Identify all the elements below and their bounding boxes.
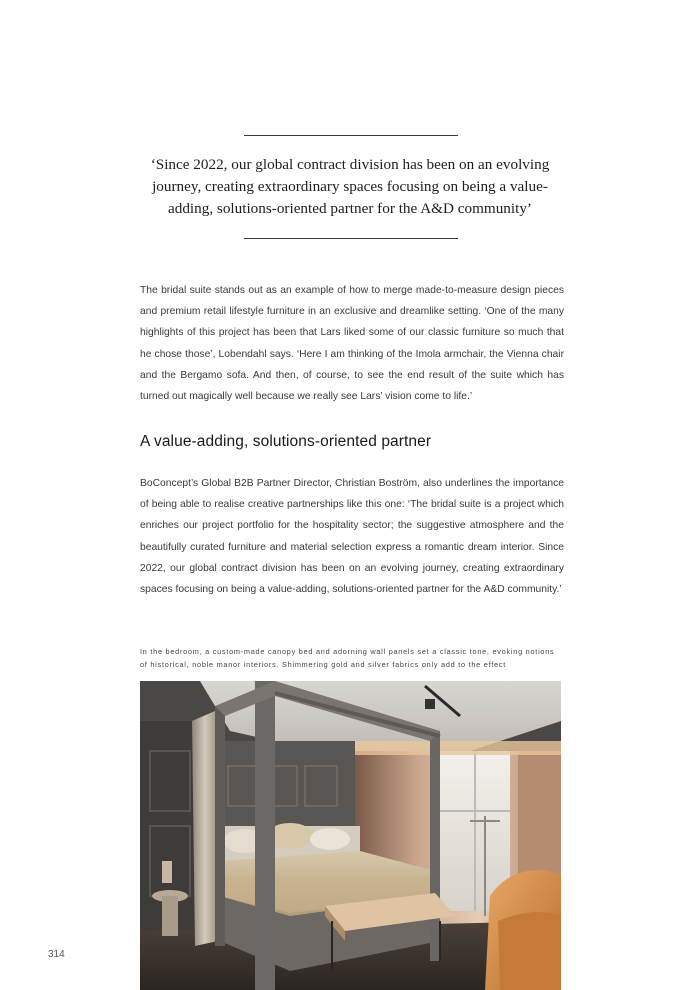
body-paragraph-1-container (140, 280, 564, 407)
pull-quote-line-2: journey, creating extraordinary spaces focusing on being a value- (152, 178, 548, 195)
body-paragraph-2: BoConcept’s Global B2B Partner Director, Christian Boström, also underlines the importance of being able to realise creative partnerships like this one: ‘The bridal suite is a project which enriches our project portfolio for the hospitality sector; the suggestive atmosphere and the beautifully curated furniture and material selection express a romantic dream interior. Since 2022, our global contract division has been on an evolving journey, creating extraordinary spaces focusing on being a value-adding, solutions-oriented partner for the A&D community.’ (140, 478, 564, 596)
photo-caption-line-2: of historical, noble manor interiors. Shimmering gold and silver fabrics only add to the effect (140, 660, 506, 669)
bedroom-photo (140, 681, 561, 990)
pull-quote-line-3: adding, solutions-oriented partner for the A&D community’ (167, 200, 532, 217)
section-heading: A value-adding, solutions-oriented partner (140, 433, 432, 450)
bedroom-illustration (140, 681, 561, 990)
page-number: 314 (48, 949, 65, 960)
body-paragraph-1: The bridal suite stands out as an example of how to merge made-to-measure design pieces and premium retail lifestyle furniture in an exclusive and dreamlike setting. ‘One of the many highlights of this project has been that Lars liked some of our classic furniture so much that he chose those’, Lobendahl says. ‘Here I am thinking of the Imola armchair, the Vienna chair and the Bergamo sofa. And then, of course, to see the end result of the suite which has turned out magically well because we really see Lars’ vision come to life.’ (140, 285, 564, 403)
pull-quote-line-1: ‘Since 2022, our global contract division has been on an evolving (150, 156, 550, 173)
quote-bottom-rule (244, 238, 458, 239)
photo-caption (140, 645, 570, 671)
photo-caption-line-1: In the bedroom, a custom-made canopy bed and adorning wall panels set a classic tone, evoking notions (140, 647, 555, 656)
body-paragraph-2-container (140, 473, 564, 600)
quote-top-rule (244, 135, 458, 136)
pull-quote (150, 154, 550, 220)
